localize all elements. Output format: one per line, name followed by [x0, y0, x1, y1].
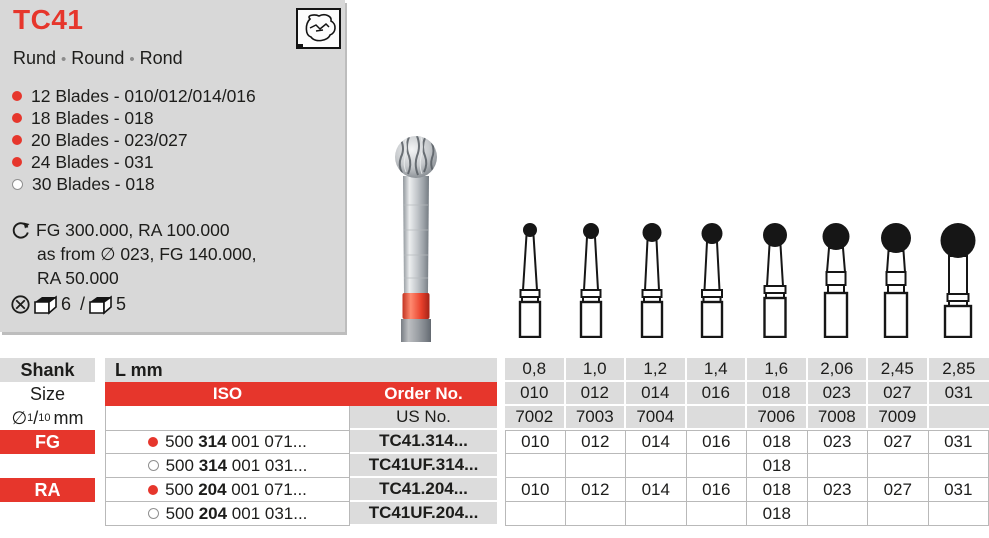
diameter-symbol: ∅ — [11, 407, 28, 428]
blade-item-label: 30 Blades - 018 — [32, 173, 155, 194]
order-no-header: Order No. — [384, 384, 463, 403]
red-bullet-icon — [12, 113, 22, 123]
fg-size-cell: 012 — [566, 430, 627, 454]
iso-prefix: 500 — [165, 503, 194, 523]
bur-drawing-031 — [928, 220, 988, 343]
blade-list-item — [12, 151, 256, 173]
ra-size-cell: 016 — [687, 478, 748, 502]
red-bullet-icon — [148, 485, 158, 495]
red-bullet-icon — [12, 135, 22, 145]
blade-list — [12, 85, 256, 195]
name-fr: Rond — [139, 48, 183, 68]
iso-number-cell — [105, 478, 350, 502]
fg-size-cell: 031 — [929, 430, 989, 454]
fg-size-cell: 016 — [687, 430, 748, 454]
fg-uf-size-cell — [808, 454, 869, 478]
order-no-cell: TC41.204... — [350, 478, 497, 502]
us-value-cell: 7008 — [808, 406, 869, 430]
ra-uf-size-cell — [505, 502, 566, 526]
product-photo — [383, 130, 457, 347]
ra-uf-size-cell — [929, 502, 989, 526]
iso-header: ISO — [212, 384, 243, 403]
iso-prefix: 500 — [165, 455, 194, 475]
l-value-cell: 0,8 — [505, 358, 566, 382]
us-value-cell: 7002 — [505, 406, 566, 430]
order-no-cell: TC41UF.204... — [350, 502, 497, 526]
fg-size-cell: 018 — [747, 430, 808, 454]
blade-list-item — [12, 173, 256, 195]
blade-list-item — [12, 85, 256, 107]
l-value-cell: 1,4 — [687, 358, 748, 382]
red-bullet-icon — [12, 91, 22, 101]
blade-item-label: 12 Blades - 010/012/014/016 — [31, 85, 256, 106]
ra-uf-size-cell: 018 — [747, 502, 808, 526]
numeric-grid — [505, 358, 989, 526]
bur-drawing-010 — [500, 220, 560, 343]
us-value-cell — [687, 406, 748, 430]
dia-unit: mm — [53, 407, 84, 428]
size-value-cell: 012 — [566, 382, 627, 406]
fg-uf-size-cell: 018 — [747, 454, 808, 478]
iso-shank-code: 314 — [193, 455, 232, 475]
product-name-multilingual — [13, 48, 183, 69]
speed-recommendation — [10, 218, 257, 290]
diameter-unit-label — [0, 406, 95, 430]
order-no-cell: TC41.314... — [350, 430, 497, 454]
size-value-cell: 023 — [808, 382, 869, 406]
iso-shank-code: 314 — [193, 432, 232, 451]
us-value-cell — [929, 406, 989, 430]
ra-uf-size-cell — [566, 502, 627, 526]
l-mm-header: L mm — [105, 358, 497, 382]
fg-uf-size-cell — [505, 454, 566, 478]
ra-size-cell: 018 — [747, 478, 808, 502]
size-value-cell: 014 — [626, 382, 687, 406]
iso-prefix: 500 — [165, 479, 194, 499]
rotation-speed-icon — [10, 219, 32, 241]
iso-suffix: 001 031... — [231, 455, 308, 475]
size-value-cell: 010 — [505, 382, 566, 406]
bur-drawing-018 — [745, 220, 805, 343]
l-value-cell: 2,85 — [929, 358, 989, 382]
iso-number-cell — [105, 502, 350, 526]
order-no-cell: TC41UF.314... — [350, 454, 497, 478]
product-code-title: TC41 — [13, 4, 84, 35]
fg-size-cell: 010 — [505, 430, 566, 454]
blade-item-label: 24 Blades - 031 — [31, 151, 154, 172]
size-value-cell: 016 — [687, 382, 748, 406]
bur-drawing-023 — [806, 220, 866, 343]
speed-line-1: FG 300.000, RA 100.000 — [36, 220, 230, 240]
shank-fg-badge: FG — [0, 430, 95, 454]
l-value-cell: 2,45 — [868, 358, 929, 382]
pack-separator: / — [80, 294, 86, 314]
name-de: Rund — [13, 48, 57, 68]
bur-drawing-027 — [866, 220, 926, 343]
iso-suffix: 001 071... — [231, 479, 307, 499]
size-label: Size — [29, 383, 65, 404]
fg-uf-size-cell — [687, 454, 748, 478]
fg-uf-size-cell — [626, 454, 687, 478]
ra-size-cell: 012 — [566, 478, 627, 502]
open-bullet-icon — [148, 460, 159, 471]
l-value-cell: 1,0 — [566, 358, 627, 382]
open-bullet-icon — [148, 508, 159, 519]
ra-size-cell: 023 — [808, 478, 869, 502]
size-value-cell: 031 — [929, 382, 989, 406]
corner-mark — [296, 44, 303, 49]
red-bullet-icon — [148, 437, 158, 447]
us-value-cell: 7004 — [626, 406, 687, 430]
iso-prefix: 500 — [165, 432, 194, 451]
speed-line-2: as from ∅ 023, FG 140.000, — [37, 244, 257, 264]
package-box-icon — [34, 295, 58, 315]
iso-shank-code: 204 — [193, 479, 232, 499]
us-value-cell: 7009 — [868, 406, 929, 430]
ra-uf-size-cell — [626, 502, 687, 526]
ra-size-cell: 031 — [929, 478, 989, 502]
fg-uf-size-cell — [868, 454, 929, 478]
iso-suffix: 001 031... — [231, 503, 308, 523]
us-no-header: US No. — [350, 406, 497, 430]
separator-dot: • — [61, 51, 67, 68]
iso-empty-cell — [105, 406, 350, 430]
bur-drawing-014 — [622, 220, 682, 343]
product-info-panel — [0, 0, 345, 332]
separator-dot: • — [129, 51, 135, 68]
blade-item-label: 20 Blades - 023/027 — [31, 129, 188, 150]
fg-size-cell: 014 — [626, 430, 687, 454]
dia-slash: / — [33, 407, 39, 428]
size-value-cell: 018 — [747, 382, 808, 406]
l-value-cell: 2,06 — [808, 358, 869, 382]
tooth-occlusal-icon — [300, 12, 338, 46]
iso-order-header — [105, 382, 497, 406]
fg-uf-size-cell — [566, 454, 627, 478]
blade-list-item — [12, 107, 256, 129]
ra-uf-size-cell — [687, 502, 748, 526]
bur-drawing-012 — [561, 220, 621, 343]
fg-size-cell: 027 — [868, 430, 929, 454]
dia-sup: 1 — [27, 412, 34, 424]
size-value-cell: 027 — [868, 382, 929, 406]
l-value-cell: 1,6 — [747, 358, 808, 382]
dia-sub: 10 — [38, 412, 51, 424]
ra-size-cell: 027 — [868, 478, 929, 502]
ra-uf-size-cell — [868, 502, 929, 526]
name-en: Round — [71, 48, 125, 68]
fg-uf-size-cell — [929, 454, 989, 478]
shank-ra-badge: RA — [0, 478, 95, 502]
package-box-icon — [89, 295, 113, 315]
blade-item-label: 18 Blades - 018 — [31, 107, 154, 128]
iso-number-cell — [105, 430, 350, 454]
ra-size-cell: 014 — [626, 478, 687, 502]
l-value-cell: 1,2 — [626, 358, 687, 382]
packaging-info — [10, 294, 131, 315]
fg-size-cell: 023 — [808, 430, 869, 454]
sterilizable-icon — [10, 294, 31, 315]
iso-suffix: 001 071... — [231, 432, 307, 451]
iso-number-cell — [105, 454, 350, 478]
bur-drawing-016 — [682, 220, 742, 343]
shank-header: Shank — [0, 358, 95, 382]
speed-line-3: RA 50.000 — [37, 268, 119, 288]
iso-shank-code: 204 — [193, 503, 232, 523]
tooth-application-icon — [296, 8, 341, 49]
us-value-cell: 7003 — [566, 406, 627, 430]
ra-uf-size-cell — [808, 502, 869, 526]
us-value-cell: 7006 — [747, 406, 808, 430]
pack-qty-ra: 5 — [116, 294, 127, 314]
blade-list-item — [12, 129, 256, 151]
ra-size-cell: 010 — [505, 478, 566, 502]
open-bullet-icon — [12, 179, 23, 190]
red-bullet-icon — [12, 157, 22, 167]
pack-qty-fg: 6 — [61, 294, 72, 314]
